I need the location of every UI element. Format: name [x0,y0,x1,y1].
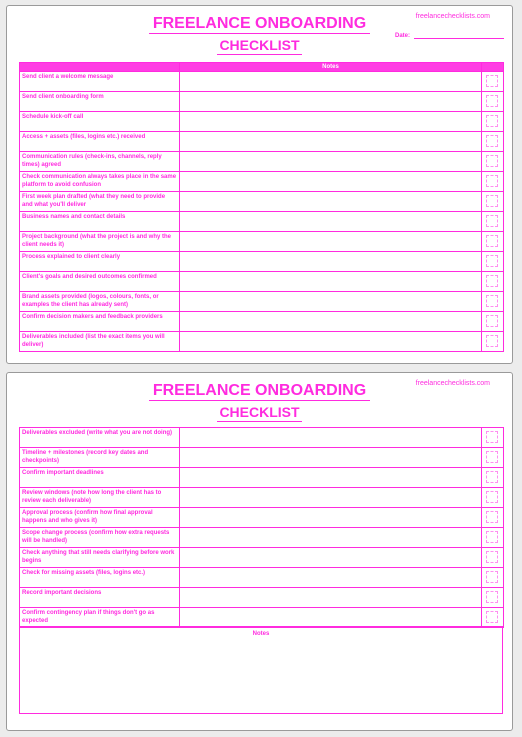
checklist-checkbox-cell [482,468,504,488]
checkbox[interactable] [486,591,498,603]
checklist-table [19,427,504,628]
checklist-row [20,468,504,488]
date-line[interactable] [414,38,504,39]
checklist-item-notes[interactable] [180,508,482,528]
checklist-item-notes[interactable] [180,488,482,508]
checklist-checkbox-cell [482,212,504,232]
header-notes: Notes [180,63,482,72]
checklist-checkbox-cell [482,292,504,312]
checklist-checkbox-cell [482,172,504,192]
page-subtitle: CHECKLIST [219,404,300,420]
checklist-item-notes[interactable] [180,152,482,172]
checkbox[interactable] [486,235,498,247]
checklist-item-label: Check anything that still needs clarifying before work begins [20,548,180,568]
checklist-page-2 [6,372,513,731]
checklist-item-label: Confirm decision makers and feedback providers [20,312,180,332]
checklist-checkbox-cell [482,312,504,332]
checklist-item-label: Project background (what the project is and why the client needs it) [20,232,180,252]
checkbox[interactable] [486,155,498,167]
checkbox[interactable] [486,195,498,207]
checklist-row [20,528,504,548]
checkbox[interactable] [486,571,498,583]
website-label: freelancechecklists.com [415,13,490,20]
checklist-item-label: Check for missing assets (files, logins etc.) [20,568,180,588]
checklist-item-notes[interactable] [180,192,482,212]
checklist-row [20,192,504,212]
checklist-item-label: Check communication always takes place in the same platform to avoid confusion [20,172,180,192]
checklist-item-notes[interactable] [180,92,482,112]
checklist-item-notes[interactable] [180,112,482,132]
checklist-item-notes[interactable] [180,588,482,608]
title-block [7,382,512,422]
checkbox[interactable] [486,95,498,107]
checklist-item-notes[interactable] [180,468,482,488]
checklist-item-label: Communication rules (check-ins, channels, reply times) agreed [20,152,180,172]
checklist-row [20,568,504,588]
table-header-row [20,63,504,72]
checklist-row [20,448,504,468]
checklist-item-notes[interactable] [180,272,482,292]
checklist-item-label: Brand assets provided (logos, colours, fonts, or examples the client has already sent) [20,292,180,312]
header-item [20,63,180,72]
checkbox[interactable] [486,275,498,287]
checkbox[interactable] [486,531,498,543]
checklist-row [20,272,504,292]
checklist-checkbox-cell [482,252,504,272]
checkbox[interactable] [486,551,498,563]
checklist-row [20,428,504,448]
checklist-item-notes[interactable] [180,312,482,332]
checklist-item-label: First week plan drafted (what they need to provide and what you'll deliver [20,192,180,212]
checklist-item-label: Send client a welcome message [20,72,180,92]
checklist-checkbox-cell [482,192,504,212]
website-label: freelancechecklists.com [415,380,490,387]
checkbox[interactable] [486,451,498,463]
checklist-item-label: Timeline + milestones (record key dates and checkpoints) [20,448,180,468]
checklist-checkbox-cell [482,72,504,92]
checkbox[interactable] [486,115,498,127]
checkbox[interactable] [486,335,498,347]
checklist-row [20,312,504,332]
checklist-item-label: Client's goals and desired outcomes confirmed [20,272,180,292]
checklist-row [20,608,504,628]
checklist-item-notes[interactable] [180,212,482,232]
checklist-row [20,548,504,568]
checklist-checkbox-cell [482,528,504,548]
date-label: Date: [394,33,410,39]
page-title: FREELANCE ONBOARDING [149,15,370,34]
checklist-item-label: Send client onboarding form [20,92,180,112]
checklist-item-notes[interactable] [180,332,482,352]
checklist-item-label: Business names and contact details [20,212,180,232]
checklist-item-notes[interactable] [180,252,482,272]
checklist-item-label: Confirm contingency plan if things don't go as expected [20,608,180,628]
checklist-row [20,252,504,272]
checkbox[interactable] [486,215,498,227]
checklist-item-label: Confirm important deadlines [20,468,180,488]
checklist-checkbox-cell [482,448,504,468]
checklist-item-label: Deliverables excluded (write what you are not doing) [20,428,180,448]
checklist-row [20,72,504,92]
checklist-row [20,112,504,132]
checklist-checkbox-cell [482,92,504,112]
checklist-checkbox-cell [482,112,504,132]
page-subtitle: CHECKLIST [219,37,300,53]
checklist-item-notes[interactable] [180,292,482,312]
page-title: FREELANCE ONBOARDING [149,382,370,401]
checklist-row [20,488,504,508]
checkbox[interactable] [486,75,498,87]
checklist-item-label: Process explained to client clearly [20,252,180,272]
checklist-item-notes[interactable] [180,528,482,548]
checklist-item-label: Review windows (note how long the client has to review each deliverable) [20,488,180,508]
checklist-row [20,132,504,152]
checklist-item-notes[interactable] [180,72,482,92]
checkbox[interactable] [486,295,498,307]
checklist-item-label: Access + assets (files, logins etc.) received [20,132,180,152]
checklist-item-notes[interactable] [180,548,482,568]
checklist-item-notes[interactable] [180,448,482,468]
checkbox[interactable] [486,315,498,327]
checklist-item-label: Schedule kick-off call [20,112,180,132]
checklist-checkbox-cell [482,152,504,172]
checklist-checkbox-cell [482,428,504,448]
checkbox[interactable] [486,135,498,147]
checklist-row [20,588,504,608]
checklist-checkbox-cell [482,272,504,292]
checklist-checkbox-cell [482,508,504,528]
checklist-checkbox-cell [482,232,504,252]
checklist-item-label: Record important decisions [20,588,180,608]
checklist-item-notes[interactable] [180,172,482,192]
checklist-item-notes[interactable] [180,608,482,628]
notes-area[interactable] [19,626,503,714]
notes-label: Notes [252,631,270,637]
checklist-checkbox-cell [482,132,504,152]
checkbox[interactable] [486,431,498,443]
checklist-row [20,212,504,232]
checklist-row [20,92,504,112]
checkbox[interactable] [486,175,498,187]
checklist-checkbox-cell [482,488,504,508]
checklist-checkbox-cell [482,332,504,352]
checklist-checkbox-cell [482,588,504,608]
header-check [482,63,504,72]
checklist-checkbox-cell [482,568,504,588]
checkbox[interactable] [486,611,498,623]
checklist-table [19,62,504,352]
checkbox[interactable] [486,255,498,267]
checklist-item-notes[interactable] [180,428,482,448]
date-field[interactable] [395,33,504,39]
checkbox[interactable] [486,491,498,503]
checklist-item-notes[interactable] [180,232,482,252]
checkbox[interactable] [486,471,498,483]
checklist-page-1 [6,5,513,364]
checklist-row [20,172,504,192]
checkbox[interactable] [486,511,498,523]
checklist-row [20,332,504,352]
checklist-checkbox-cell [482,548,504,568]
checklist-row [20,152,504,172]
checklist-row [20,292,504,312]
checklist-row [20,508,504,528]
checklist-item-label: Approval process (confirm how final approval happens and who gives it) [20,508,180,528]
checklist-item-notes[interactable] [180,568,482,588]
checklist-item-label: Scope change process (confirm how extra requests will be handled) [20,528,180,548]
checklist-item-notes[interactable] [180,132,482,152]
checklist-checkbox-cell [482,608,504,628]
checklist-row [20,232,504,252]
checklist-item-label: Deliverables included (list the exact items you will deliver) [20,332,180,352]
